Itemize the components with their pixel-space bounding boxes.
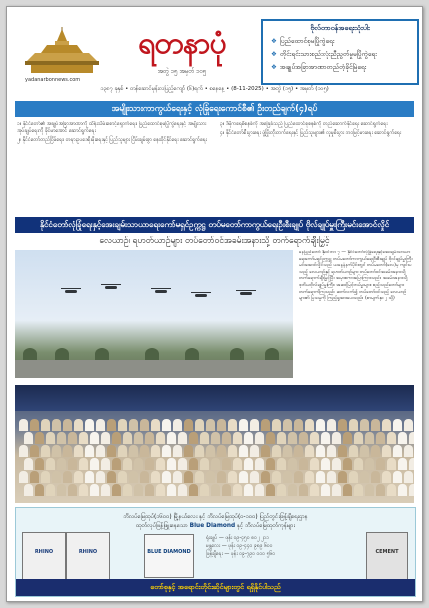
blue-diamond-bag-image: BLUE DIAMOND (144, 534, 194, 578)
audience-figure (349, 419, 358, 431)
audience-figure (156, 432, 165, 444)
audience-figure (321, 432, 330, 444)
audience-figure (321, 484, 330, 496)
audience-figure (288, 432, 297, 444)
audience-figure (404, 471, 413, 483)
audience-figure (123, 432, 132, 444)
audience-figure (123, 484, 132, 496)
audience-figure (189, 484, 198, 496)
audience-figure (206, 471, 215, 483)
audience-figure (327, 419, 336, 431)
helicopter-icon (240, 292, 252, 295)
audience-figure (288, 458, 297, 470)
audience-figure (63, 471, 72, 483)
audience-figure (250, 471, 259, 483)
audience-figure (68, 484, 77, 496)
ad-headline: ဘိလပ်မြေထုပ်(၁၆၀၀) မြို့နယ်လေး နှင့် ဘိလပ်မြေထုပ်(ဝ-၁၀၀) ပြည်တွင်းဖြန့်ချိရေးဌာန (123, 514, 308, 520)
bullet-icon: ❖ (271, 63, 277, 71)
audience-figure (96, 419, 105, 431)
audience-figure (167, 432, 176, 444)
audience-figure (244, 458, 253, 470)
audience-figure (151, 445, 160, 457)
audience-figure (349, 471, 358, 483)
audience-figure (228, 471, 237, 483)
objectives-columns (17, 121, 412, 213)
audience-figure (30, 445, 39, 457)
audience-figure (189, 432, 198, 444)
audience-figure (277, 432, 286, 444)
audience-figure (316, 419, 325, 431)
audience-figure (288, 484, 297, 496)
audience-figure (272, 419, 281, 431)
audience-figure (250, 445, 259, 457)
audience-figure (200, 432, 209, 444)
audience-figure (30, 471, 39, 483)
audience-figure (140, 471, 149, 483)
audience-figure (129, 471, 138, 483)
audience-figure (68, 458, 77, 470)
audience-figure (371, 419, 380, 431)
audience-figure (24, 432, 33, 444)
audience-figure (261, 445, 270, 457)
audience-figure (41, 419, 50, 431)
objectives-left-column: ၁။ နိုင်ငံတော်၏ အချုပ်အခြာအာဏာကို ထိန်းသိမ်းစောင့်ရှောက်ရေး၊ ပြည်ထောင်စုမပြိုကွဲရေးနှင့် အမျိုးသားအုပ်ချုပ်ရေးကို ခိုင်မာအောင် ဆောင်ရွက်ရေး ၂။ နိုင်ငံတော်တည်ငြိမ်ရေး၊ တရားဥပဒေစိုးမိုးရေးနှင့် ပြည်သူများ ငြိမ်းချမ်းစွာ နေထိုင်နိုင်ရေး ဆောင်ရွက်ရေး (17, 121, 207, 143)
audience-figure (316, 445, 325, 457)
audience-figure (123, 458, 132, 470)
audience-figure (195, 445, 204, 457)
newspaper-page (6, 6, 423, 602)
audience-figure (376, 432, 385, 444)
slogan-item: ❖ အချုပ်အခြာအာဏာတည်တံ့ခိုင်မြဲရေး (271, 63, 367, 71)
audience-figure (398, 432, 407, 444)
masthead (7, 7, 422, 97)
cement-bag-image: CEMENT (366, 532, 408, 580)
audience-figure (90, 458, 99, 470)
audience-figure (184, 471, 193, 483)
audience-figure (24, 484, 33, 496)
audience-figure (101, 484, 110, 496)
audience-figure (393, 419, 402, 431)
audience-figure (398, 458, 407, 470)
audience-figure (217, 445, 226, 457)
audience-figure (272, 471, 281, 483)
audience-figure (129, 419, 138, 431)
audience-figure (173, 445, 182, 457)
audience-figure (156, 484, 165, 496)
audience-figure (57, 432, 66, 444)
audience-figure (404, 445, 413, 457)
audience-figure (217, 419, 226, 431)
helicopter-icon (155, 290, 167, 293)
audience-figure (371, 445, 380, 457)
audience-figure (332, 458, 341, 470)
audience-figure (305, 445, 314, 457)
audience-figure (30, 419, 39, 431)
audience-figure (239, 445, 248, 457)
audience-figure (294, 445, 303, 457)
audience-figure (41, 445, 50, 457)
audience-figure (96, 471, 105, 483)
audience-figure (112, 458, 121, 470)
audience-figure (305, 471, 314, 483)
audience-figure (52, 419, 61, 431)
audience-figure (365, 484, 374, 496)
audience-figure (409, 458, 414, 470)
audience-figure (255, 458, 264, 470)
audience-figure (101, 432, 110, 444)
audience-figure (90, 484, 99, 496)
audience-figure (398, 484, 407, 496)
audience-figure (272, 445, 281, 457)
audience-figure (294, 471, 303, 483)
helicopter-icon (65, 290, 77, 293)
audience-figure (343, 484, 352, 496)
audience-figure (228, 419, 237, 431)
audience-figure (151, 471, 160, 483)
audience-figure (134, 432, 143, 444)
audience-figure (90, 432, 99, 444)
audience-figure (63, 445, 72, 457)
audience-figure (299, 432, 308, 444)
audience-figure (266, 484, 275, 496)
audience-figure (255, 432, 264, 444)
pagoda-logo-icon (17, 27, 107, 75)
audience-figure (74, 445, 83, 457)
audience-figure (112, 432, 121, 444)
audience-figure (321, 458, 330, 470)
audience-figure (327, 445, 336, 457)
cement-bag-image: RHINO (66, 532, 110, 580)
audience-figure (343, 432, 352, 444)
cement-advertisement[interactable] (15, 507, 416, 597)
audience-figure (79, 484, 88, 496)
audience-figure (74, 419, 83, 431)
ceremony-audience-photo (15, 385, 414, 503)
audience-figure (371, 471, 380, 483)
audience-figure (354, 484, 363, 496)
audience-figure (244, 432, 253, 444)
audience-figure (19, 445, 28, 457)
audience-figure (299, 458, 308, 470)
audience-figure (217, 471, 226, 483)
audience-figure (57, 458, 66, 470)
slogan-item: ❖ တိုင်းရင်းသားစည်းလုံးညီညွတ်မှုမပြိုကွဲရေး (271, 50, 377, 58)
audience-figure (261, 419, 270, 431)
audience-figure (145, 484, 154, 496)
audience-figure (206, 445, 215, 457)
audience-figure (393, 471, 402, 483)
audience-figure (233, 432, 242, 444)
audience-figure (189, 458, 198, 470)
audience-figure (266, 432, 275, 444)
audience-figure (305, 419, 314, 431)
audience-figure (239, 471, 248, 483)
audience-figure (255, 484, 264, 496)
audience-figure (46, 458, 55, 470)
audience-figure (118, 445, 127, 457)
audience-figure (360, 419, 369, 431)
audience-figure (387, 484, 396, 496)
audience-figure (365, 458, 374, 470)
audience-figure (118, 419, 127, 431)
audience-figure (354, 432, 363, 444)
audience-figure (41, 471, 50, 483)
audience-figure (173, 419, 182, 431)
audience-figure (85, 471, 94, 483)
audience-figure (233, 484, 242, 496)
audience-figure (46, 432, 55, 444)
audience-figure (195, 471, 204, 483)
audience-figure (167, 484, 176, 496)
issue-line: အတွဲ ၁၅ အမှတ် ၁၀၅ (157, 68, 207, 75)
audience-figure (118, 471, 127, 483)
audience-figure (200, 458, 209, 470)
audience-figure (24, 458, 33, 470)
audience-figure (332, 432, 341, 444)
audience-figure (360, 445, 369, 457)
newspaper-title: ရတနာပုံ (138, 26, 226, 61)
audience-figure (145, 432, 154, 444)
audience-figure (107, 471, 116, 483)
audience-figure (277, 484, 286, 496)
audience-figure (167, 458, 176, 470)
audience-figure (349, 445, 358, 457)
audience-figure (52, 445, 61, 457)
audience-figure (134, 484, 143, 496)
audience-figure (46, 484, 55, 496)
ad-subline: ထုတ်လုပ်ဖြန့်ဖြူးနေသော Blue Diamond နှင့် ဘိလပ်မြေထုတ်ကုန်များ (136, 523, 295, 529)
slogan-box (261, 19, 419, 85)
audience-figure (332, 484, 341, 496)
audience-figure (222, 432, 231, 444)
audience-figure (310, 458, 319, 470)
main-story-subtitle: လေယာဉ်၊ ရဟတ်ယာဉ်များ တပ်တော်ဝင်အခမ်းအနားသို့ တက်ရောက်ချီးမြှင့် (99, 236, 330, 246)
helicopter-icon (195, 294, 207, 297)
audience-figure (112, 484, 121, 496)
audience-figure (233, 458, 242, 470)
audience-figure (156, 458, 165, 470)
objectives-right-column: ၃။ ဒီမိုကရေစီစနစ်ကို အခြေခံသည့် ပြည်ထောင်စုစနစ်ကို တည်ဆောက်နိုင်ရေး ဆောင်ရွက်ရေး ၄။ နိုင်ငံတော်စီးပွားရေး ဖွံ့ဖြိုးတိုးတက်ရေးနှင့် ပြည်သူများ၏ လူမှုစီးပွား ဘဝမြင့်မားရေး ဆောင်ရွက်ရေး (220, 121, 402, 136)
slogan-heading: ဗိုလ်တာဝန်အရေးသုံးပါး (310, 24, 370, 32)
ad-footer-strip: တော်စုနှင့် အရောင်းတိုင်းဆိုင်များတွင် ရရှိနိုင်ပါသည် (16, 579, 415, 596)
audience-figure (316, 471, 325, 483)
audience-figure (409, 484, 414, 496)
audience-figure (178, 432, 187, 444)
audience-figure (173, 471, 182, 483)
audience-figure (184, 445, 193, 457)
audience-figure (140, 445, 149, 457)
audience-figure (299, 484, 308, 496)
audience-figure (195, 419, 204, 431)
audience-figure (211, 458, 220, 470)
audience-figure (129, 445, 138, 457)
audience-figure (228, 445, 237, 457)
audience-figure (244, 484, 253, 496)
audience-figure (57, 484, 66, 496)
audience-figure (266, 458, 275, 470)
audience-figure (283, 445, 292, 457)
dateline: ၁၃၈၇ ခုနှစ် • တန်ဆောင်မုန်းလပြည့်ကျော် (၆)ရက် • စနေနေ့ • (8-11-2025) • အတွဲ (၁၅) • အမှတ် (၁၀၅) (100, 86, 329, 92)
audience-figure (382, 471, 391, 483)
audience-figure (140, 419, 149, 431)
audience-figure (134, 458, 143, 470)
main-story-body: နေပြည်တော် နိုဝင်ဘာ ၇ — နိုင်ငံတော်လုံခြုံရေးနှင့်အေးချမ်းသာယာရေးကော်မရှင်ဥက္ကဋ္ဌ တပ်မတော်ကာကွယ်ရေးဦးစီးချုပ် ဗိုလ်ချုပ်မှူးကြီးမင်းအောင်လှိုင်သည် ယနေ့နံနက်ပိုင်းတွင် တပ်မတော်(လေ)မှ ကျင်းပသည့် လေယာဉ်နှင့် ရဟတ်ယာဉ်များ တပ်တော်ဝင်အခမ်းအနားသို့ တက်ရောက်ချီးမြှင့်ပြီး အမှာစကားပြောကြားသည်။ အခမ်းအနားသို့ ဒုတိယဗိုလ်ချုပ်မှူးကြီး၊ အဆင့်မြင့်တပ်မှူးများ၊ ဧည့်သည်တော်များ တက်ရောက်ကြသည်။ ဆက်လက်၍ တပ်တော်ဝင်သည့် လေယာဉ်များ၏ ပြသမှုကို ကြည့်ရှုအားပေးသည်။ (စာမျက်နှာ ၂ သို့) (299, 250, 413, 302)
audience-figure (162, 445, 171, 457)
audience-figure (145, 458, 154, 470)
audience-figure (222, 484, 231, 496)
audience-figure (35, 432, 44, 444)
audience-figure (338, 419, 347, 431)
audience-figure (96, 445, 105, 457)
audience-figure (151, 419, 160, 431)
audience-figure (79, 432, 88, 444)
audience-figure (393, 445, 402, 457)
audience-figure (343, 458, 352, 470)
audience-figure (63, 419, 72, 431)
slogan-item: ❖ ပြည်ထောင်စုမပြိုကွဲရေး (271, 37, 335, 45)
audience-figure (211, 432, 220, 444)
audience-figure (310, 484, 319, 496)
helicopter-flyover-photo (15, 250, 293, 378)
audience-figure (409, 432, 414, 444)
audience-figure (184, 419, 193, 431)
audience-figure (250, 419, 259, 431)
website-link[interactable]: yadanarbonnews.com (25, 77, 81, 83)
audience-figure (310, 432, 319, 444)
audience-figure (404, 419, 413, 431)
audience-figure (35, 458, 44, 470)
audience-figure (283, 471, 292, 483)
helicopter-icon (105, 286, 117, 289)
audience-figure (376, 458, 385, 470)
audience-figure (101, 458, 110, 470)
audience-figure (211, 484, 220, 496)
audience-figure (382, 419, 391, 431)
audience-figure (162, 471, 171, 483)
audience-figure (19, 419, 28, 431)
audience-figure (79, 458, 88, 470)
audience-figure (387, 458, 396, 470)
audience-figure (85, 419, 94, 431)
audience-figure (283, 419, 292, 431)
audience-figure (294, 419, 303, 431)
audience-figure (360, 471, 369, 483)
audience-figure (19, 471, 28, 483)
audience-figure (85, 445, 94, 457)
audience-figure (107, 419, 116, 431)
headline-objectives: အမျိုးသားကာကွယ်ရေးနှင့် လုံခြုံရေးကောင်စီ၏ ဦးတည်ချက်(၄)ရပ် (15, 101, 414, 117)
audience-figure (338, 471, 347, 483)
audience-figure (354, 458, 363, 470)
audience-figure (162, 419, 171, 431)
audience-figure (261, 471, 270, 483)
ad-contacts: ရုံးချုပ် — ဖုန်း ၀၉-၄၅၀ ၈၀၂ ၂၁၁ မန္တလေး — ဖုန်း ၀၉-၄၄၀ ၉၈၉ ၆၀၀ ဖြန့်ချိရေး — ဖုန်း ၀၉-၇၉၀ ၀၀၀ ၅၆၀ (206, 535, 276, 557)
audience-figure (35, 484, 44, 496)
headline-main-story: နိုင်ငံတော်လုံခြုံရေးနှင့်အေးချမ်းသာယာရေးကော်မရှင်ဥက္ကဋ္ဌ တပ်မတော်ကာကွယ်ရေးဦးစီးချုပ် ဗိုလ်ချုပ်မှူးကြီးမင်းအောင်လှိုင် (15, 217, 414, 233)
audience-figure (178, 484, 187, 496)
cement-bag-image: RHINO (22, 532, 66, 580)
audience-figure (178, 458, 187, 470)
audience-figure (376, 484, 385, 496)
audience-figure (277, 458, 286, 470)
bullet-icon: ❖ (271, 37, 277, 45)
bullet-icon: ❖ (271, 50, 277, 58)
audience-figure (200, 484, 209, 496)
audience-figure (74, 471, 83, 483)
audience-figure (365, 432, 374, 444)
audience-figure (222, 458, 231, 470)
audience-figure (338, 445, 347, 457)
audience-figure (327, 471, 336, 483)
audience-figure (387, 432, 396, 444)
audience-figure (382, 445, 391, 457)
audience-figure (206, 419, 215, 431)
audience-figure (107, 445, 116, 457)
audience-figure (68, 432, 77, 444)
audience-figure (239, 419, 248, 431)
audience-figure (52, 471, 61, 483)
